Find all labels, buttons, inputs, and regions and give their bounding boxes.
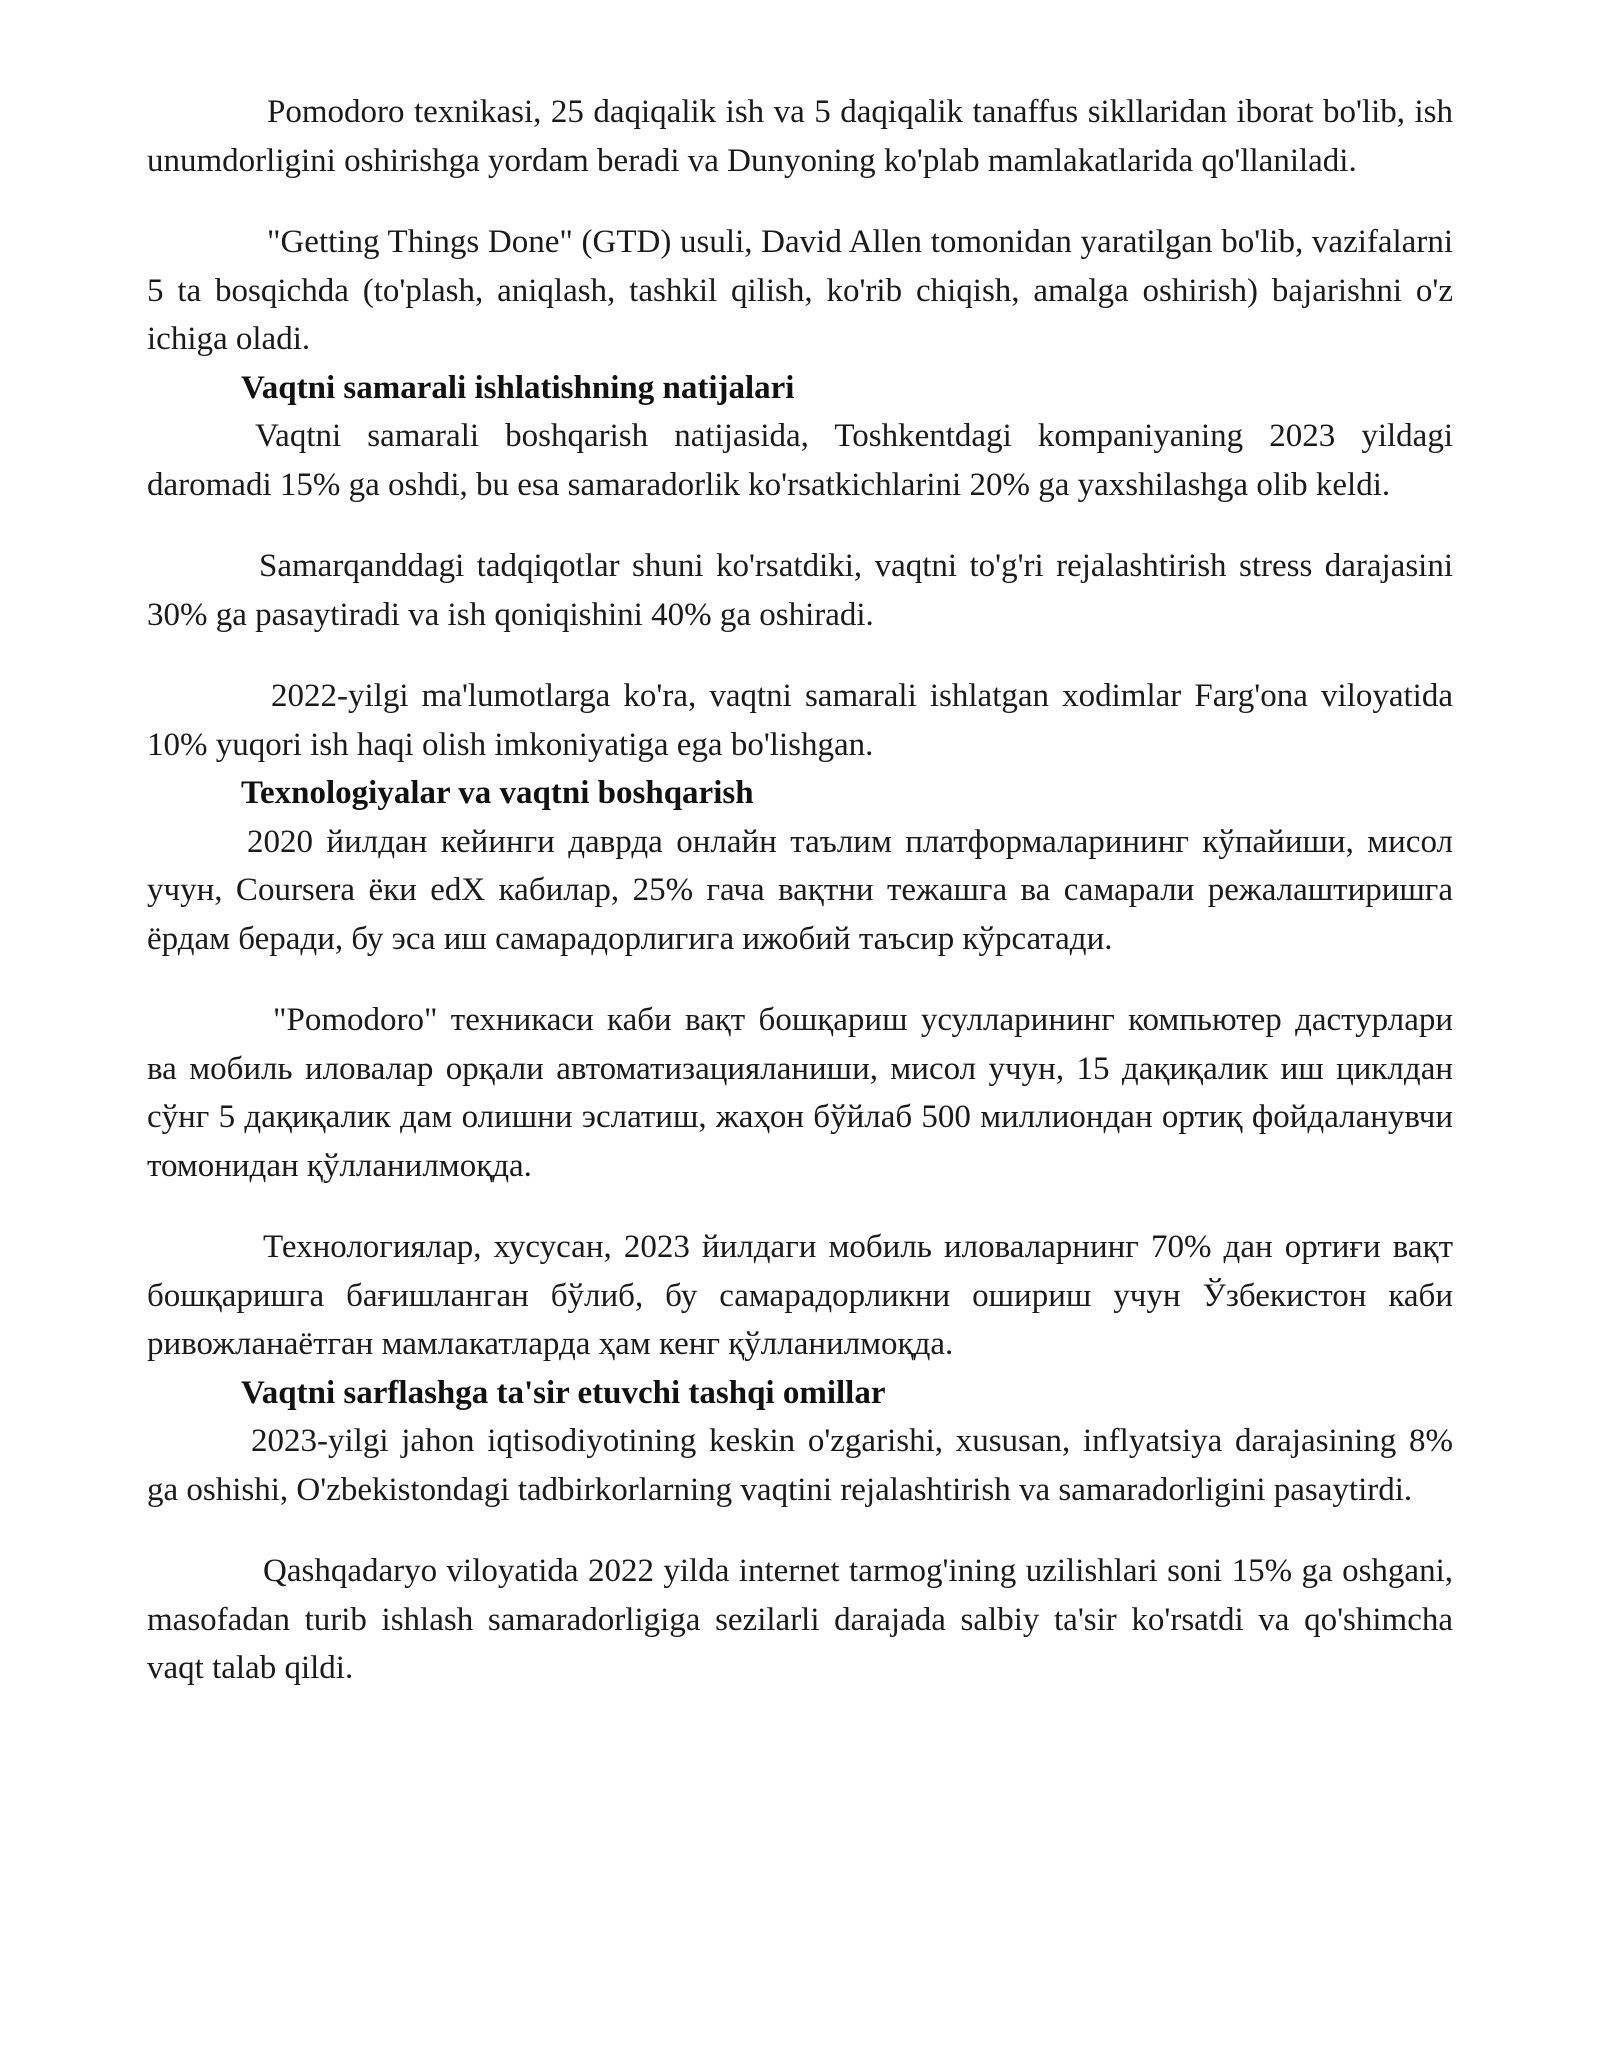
paragraph-tech-2: "Pomodoro" техникаси каби вақт бошқариш усулларининг компьютер дастурлари ва мобиль иловалар орқали автоматизацияланиши, мисол учун, 15 дақиқалик иш циклдан сўнг 5 дақиқалик дам олишни эслатиш, жаҳон бўйлаб 500 миллиондан ортиқ фойдаланувчи томонидан қўлланилмоқда. [147, 1002, 1453, 1184]
paragraph-results-2: Samarqanddagi tadqiqotlar shuni ko'rsatdiki, vaqtni to'g'ri rejalashtirish stress darajasini 30% ga pasaytiradi va ish qoniqishini 40% ga oshiradi. [147, 548, 1453, 633]
heading-external-factors: Vaqtni sarflashga ta'sir etuvchi tashqi omillar [241, 1374, 886, 1411]
paragraph-results-3: 2022-yilgi ma'lumotlarga ko'ra, vaqtni samarali ishlatgan xodimlar Farg'ona viloyatida 10% yuqori ish haqi olish imkoniyatiga ega bo'lishgan. [147, 678, 1453, 763]
paragraph-tech-3: Технологиялар, хусусан, 2023 йилдаги мобиль иловаларнинг 70% дан ортиғи вақт бошқаришга бағишланган бўлиб, бу самарадорликни ошириш учун Ўзбекистон каби ривожланаётган мамлакатларда ҳам кенг қўлланилмоқда. [147, 1229, 1453, 1362]
paragraph-external-2: Qashqadaryo viloyatida 2022 yilda internet tarmog'ining uzilishlari soni 15% ga oshgani, masofadan turib ishlash samaradorligiga sezilarli darajada salbiy ta'sir ko'rsatdi va qo'shimcha vaqt talab qildi. [147, 1553, 1453, 1686]
document-page [147, 88, 1453, 1693]
paragraph-pomodoro: Pomodoro texnikasi, 25 daqiqalik ish va 5 daqiqalik tanaffus sikllaridan iborat bo'lib, ish unumdorligini oshirishga yordam beradi va Dunyoning ko'plab mamlakatlarida qo'llaniladi. [147, 94, 1453, 179]
heading-results: Vaqtni samarali ishlatishning natijalari [241, 369, 795, 406]
paragraph-tech-1: 2020 йилдан кейинги даврда онлайн таълим платформаларининг кўпайиши, мисол учун, Coursera ёки edX кабилар, 25% гача вақтни тежашга ва самарали режалаштиришга ёрдам беради, бу эса иш самарадорлигига ижобий таъсир кўрсатади. [147, 823, 1453, 957]
heading-technology: Texnologiyalar va vaqtni boshqarish [241, 775, 754, 811]
paragraph-gtd: "Getting Things Done" (GTD) usuli, David Allen tomonidan yaratilgan bo'lib, vazifalarni 5 ta bosqichda (to'plash, aniqlash, tashkil qilish, ko'rib chiqish, amalga oshirish) bajarishni o'z ichiga oladi. [147, 224, 1453, 357]
paragraph-external-1: 2023-yilgi jahon iqtisodiyotining keskin o'zgarishi, xususan, inflyatsiya darajasining 8% ga oshishi, O'zbekistondagi tadbirkorlarning vaqtini rejalashtirish va samaradorligini pasaytirdi. [147, 1423, 1453, 1508]
paragraph-results-1: Vaqtni samarali boshqarish natijasida, Toshkentdagi kompaniyaning 2023 yildagi daromadi 15% ga oshdi, bu esa samaradorlik ko'rsatkichlarini 20% ga yaxshilashga olib keldi. [147, 418, 1453, 503]
